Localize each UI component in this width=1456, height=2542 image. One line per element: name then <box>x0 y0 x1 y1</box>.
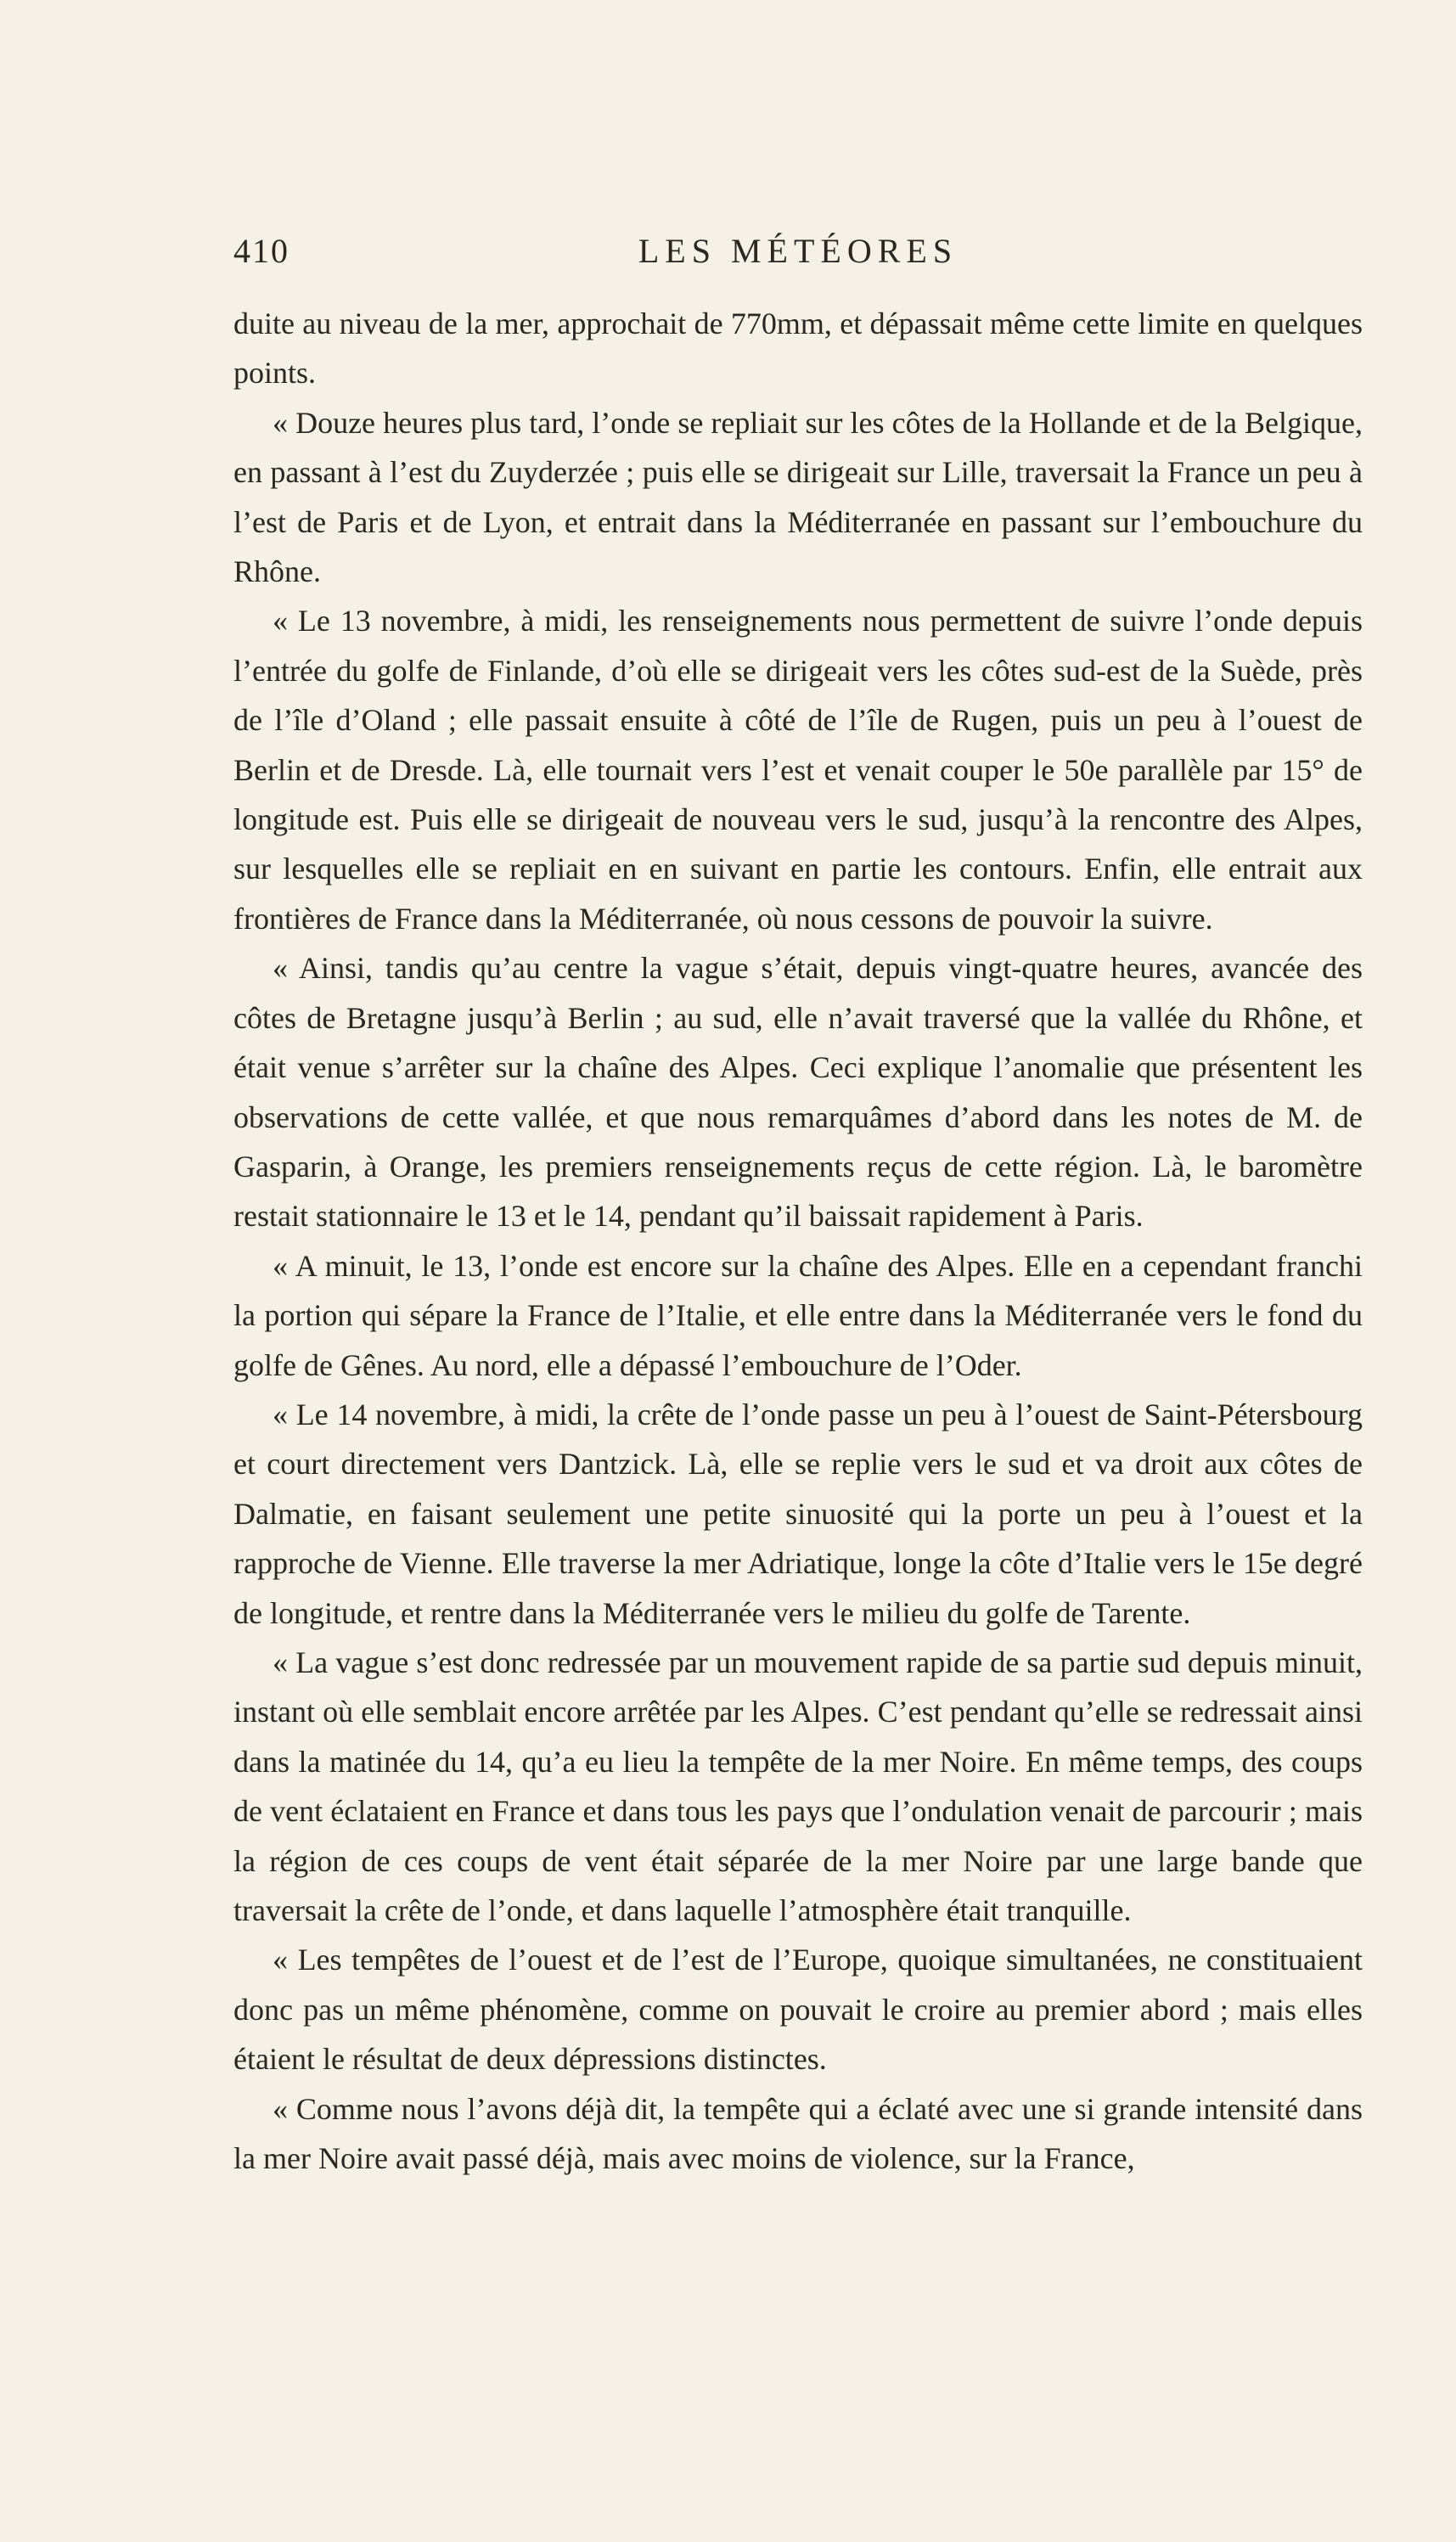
page-number: 410 <box>233 232 290 270</box>
paragraph: duite au niveau de la mer, approchait de 770mm, et dépassait même cette limite en quelques points. <box>233 307 1363 391</box>
running-title: LES MÉTÉORES <box>638 232 958 270</box>
paragraph: « Douze heures plus tard, l’onde se repliait sur les côtes de la Hollande et de la Belgique, en passant à l’est du Zuyderzée ; puis elle se dirigeait sur Lille, traversait la France un peu à l’est de Paris et de Lyon, et entrait dans la Méditerranée en passant sur l’embouchure du Rhône. <box>233 405 1363 589</box>
paragraph: « Les tempêtes de l’ouest et de l’est de l’Europe, quoique simultanées, ne constituaient donc pas un même phénomène, comme on pouvait le croire au premier abord ; mais elles étaient le résultat de deux dépressions distinctes. <box>233 1943 1363 2077</box>
body-text <box>233 299 1363 2183</box>
paragraph: « Le 13 novembre, à midi, les renseignements nous permettent de suivre l’onde depuis l’entrée du golfe de Finlande, d’où elle se dirigeait vers les côtes sud-est de la Suède, près de l’île d’Oland ; elle passait ensuite à côté de l’île de Rugen, puis un peu à l’ouest de Berlin et de Dresde. Là, elle tournait vers l’est et venait couper le 50e parallèle par 15° de longitude est. Puis elle se dirigeait de nouveau vers le sud, jusqu’à la rencontre des Alpes, sur lesquelles elle se repliait en en suivant en partie les contours. Enfin, elle entrait aux frontières de France dans la Méditerranée, où nous cessons de pouvoir la suivre. <box>233 604 1363 936</box>
paragraph: « La vague s’est donc redressée par un mouvement rapide de sa partie sud depuis minuit, instant où elle semblait encore arrêtée par les Alpes. C’est pendant qu’elle se redressait ainsi dans la matinée du 14, qu’a eu lieu la tempête de la mer Noire. En même temps, des coups de vent éclataient en France et dans tous les pays que l’ondulation venait de parcourir ; mais la région de ces coups de vent était séparée de la mer Noire par une large bande que traversait la crête de l’onde, et dans laquelle l’atmosphère était tranquille. <box>233 1645 1363 1927</box>
paragraph: « A minuit, le 13, l’onde est encore sur la chaîne des Alpes. Elle en a cependant franchi la portion qui sépare la France de l’Italie, et elle entre dans la Méditerranée vers le fond du golfe de Gênes. Au nord, elle a dépassé l’embouchure de l’Oder. <box>233 1248 1363 1382</box>
paragraph: « Le 14 novembre, à midi, la crête de l’onde passe un peu à l’ouest de Saint-Pétersbourg et court directement vers Dantzick. Là, elle se replie vers le sud et va droit aux côtes de Dalmatie, en faisant seulement une petite sinuosité qui la porte un peu à l’ouest et la rapproche de Vienne. Elle traverse la mer Adriatique, longe la côte d’Italie vers le 15e degré de longitude, et rentre dans la Méditerranée vers le milieu du golfe de Tarente. <box>233 1397 1363 1630</box>
paragraph: « Ainsi, tandis qu’au centre la vague s’était, depuis vingt-quatre heures, avancée des côtes de Bretagne jusqu’à Berlin ; au sud, elle n’avait traversé que la vallée du Rhône, et était venue s’arrêter sur la chaîne des Alpes. Ceci explique l’anomalie que présentent les observations de cette vallée, et que nous remarquâmes d’abord dans les notes de M. de Gasparin, à Orange, les premiers renseignements reçus de cette région. Là, le baromètre restait stationnaire le 13 et le 14, pendant qu’il baissait rapidement à Paris. <box>233 951 1363 1234</box>
paragraph: « Comme nous l’avons déjà dit, la tempête qui a éclaté avec une si grande intensité dans la mer Noire avait passé déjà, mais avec moins de violence, sur la France, <box>233 2091 1363 2176</box>
page-header <box>233 231 1363 282</box>
